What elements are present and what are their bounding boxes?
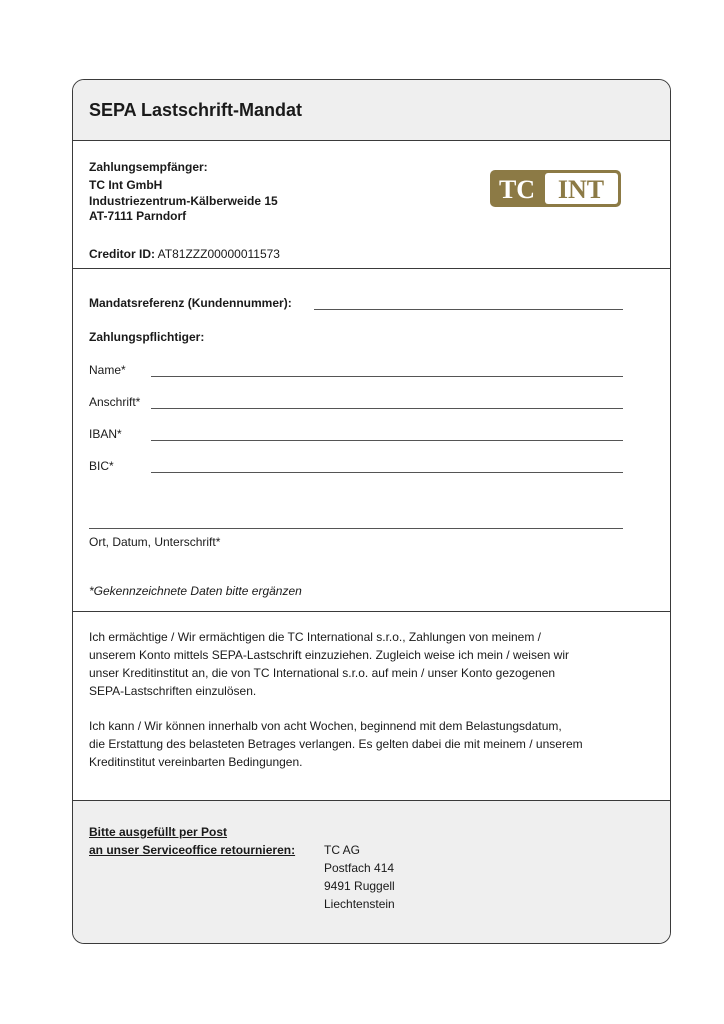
return-address-line: Postfach 414: [324, 861, 395, 875]
signature-field[interactable]: [89, 528, 623, 529]
mandate-reference-label: Mandatsreferenz (Kundennummer):: [89, 296, 292, 310]
creditor-id-label: Creditor ID:: [89, 247, 155, 261]
text-line: SEPA-Lastschriften einzulösen.: [89, 684, 257, 698]
refund-paragraph: [89, 717, 629, 771]
name-field[interactable]: [151, 376, 623, 377]
mandate-reference-field[interactable]: [314, 309, 623, 310]
text-line: die Erstattung des belasteten Betrages verlangen. Es gelten dabei die mit meinem / unserem: [89, 737, 583, 751]
logo-text-left: TC: [498, 175, 536, 204]
creditor-id-value: AT81ZZZ00000011573: [157, 247, 280, 261]
payer-section: [73, 269, 670, 612]
logo-text-right: INT: [557, 175, 605, 204]
required-fields-note: *Gekennzeichnete Daten bitte ergänzen: [89, 584, 302, 598]
return-address-line: 9491 Ruggell: [324, 879, 395, 893]
payee-section: [73, 141, 670, 269]
text-line: unserem Konto mittels SEPA-Lastschrift einzuziehen. Zugleich weise ich mein / weisen wir: [89, 648, 569, 662]
signature-label: Ort, Datum, Unterschrift*: [89, 535, 221, 549]
form-title: SEPA Lastschrift-Mandat: [89, 100, 303, 120]
name-label: Name*: [89, 363, 126, 377]
address-field[interactable]: [151, 408, 623, 409]
sepa-mandate-form: [72, 79, 671, 944]
return-address-line: TC AG: [324, 843, 361, 857]
text-line: Ich ermächtige / Wir ermächtigen die TC International s.r.o., Zahlungen von meinem /: [89, 630, 541, 644]
iban-label: IBAN*: [89, 427, 122, 441]
return-instruction-line-2: an unser Serviceoffice retournieren:: [89, 843, 296, 857]
payee-name: TC Int GmbH: [89, 178, 163, 192]
authorization-paragraph: [89, 628, 629, 700]
payer-label: Zahlungspflichtiger:: [89, 330, 205, 344]
return-instructions: [73, 801, 670, 944]
tc-int-logo: [490, 170, 621, 207]
text-line: unser Kreditinstitut an, die von TC International s.r.o. auf mein / unser Konto gezogenen: [89, 666, 556, 680]
text-line: Kreditinstitut vereinbarten Bedingungen.: [89, 755, 303, 769]
payee-label: Zahlungsempfänger:: [89, 160, 208, 174]
text-line: Ich kann / Wir können innerhalb von acht Wochen, beginnend mit dem Belastungsdatum,: [89, 719, 562, 733]
address-label: Anschrift*: [89, 395, 141, 409]
bic-label: BIC*: [89, 459, 114, 473]
return-instruction-line-1: Bitte ausgefüllt per Post: [89, 825, 228, 839]
authorization-text: [73, 612, 670, 801]
creditor-id-row: [89, 247, 280, 262]
bic-field[interactable]: [151, 472, 623, 473]
payee-city: AT-7111 Parndorf: [89, 209, 187, 223]
return-address-line: Liechtenstein: [324, 897, 395, 911]
iban-field[interactable]: [151, 440, 623, 441]
form-header: [73, 80, 670, 141]
payee-street: Industriezentrum-Kälberweide 15: [89, 194, 278, 208]
